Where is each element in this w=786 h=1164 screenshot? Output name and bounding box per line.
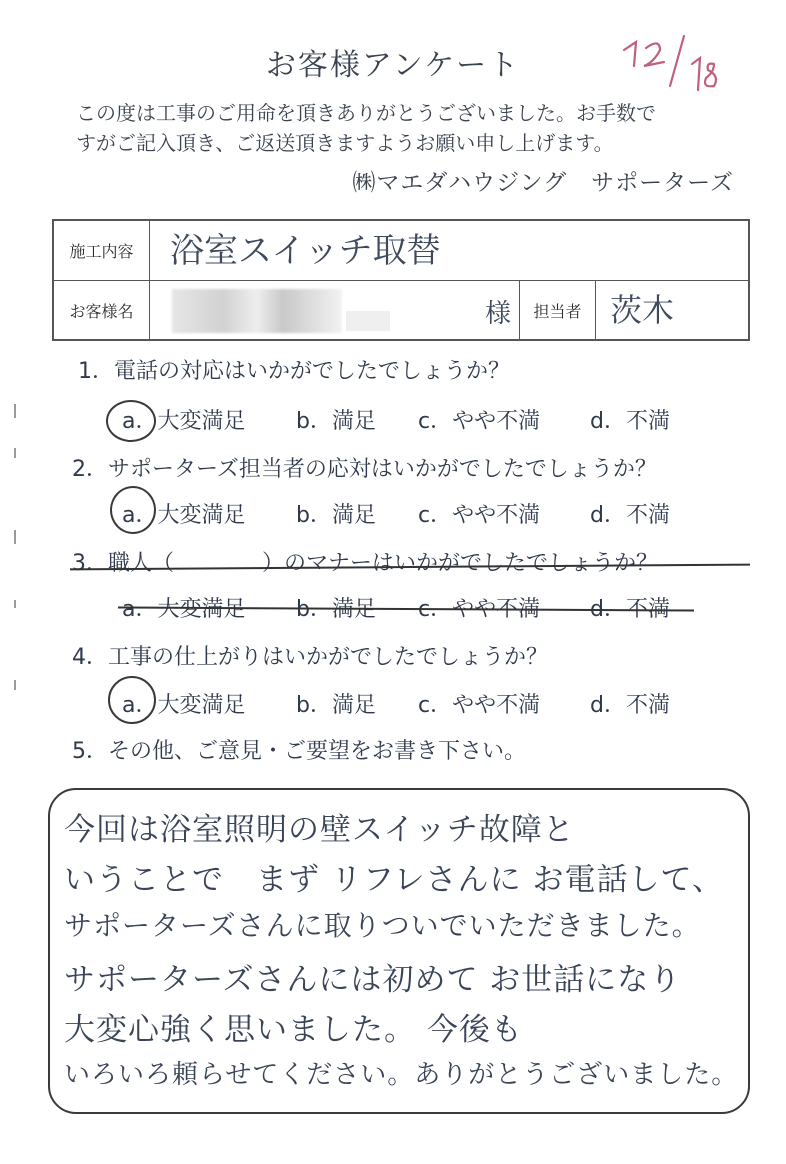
q4-option-c[interactable]: c．やや不満 [418,693,541,718]
company-name: ㈱マエダハウジング サポーターズ [352,170,734,196]
question-3: 3．職人（ ）のマナーはいかがでしたでしょうか？ [72,551,658,576]
margin-tick [14,448,16,458]
q2-selected-circle [110,486,156,534]
question-1: 1．電話の対応はいかがでしたでしょうか？ [78,359,510,384]
q2-option-b[interactable]: b．満足 [296,503,376,528]
q1-option-b[interactable]: b．満足 [296,409,376,434]
staff-value: 茨木 [610,291,675,329]
q1-option-d[interactable]: d．不満 [590,409,670,434]
customer-value-cell [150,281,520,339]
comment-line-4: サポーターズさんには初めて お世話になり [64,962,682,998]
q1-option-a[interactable]: a．大変満足 [122,409,246,434]
q4-option-b[interactable]: b．満足 [296,693,376,718]
work-label-cell [54,221,150,281]
work-value-cell [150,221,748,281]
redacted-name-tail [346,311,390,331]
q4-option-a[interactable]: a．大変満足 [122,693,246,718]
intro-line-2: すがご記入頂き、ご返送頂きますようお願い申し上げます。 [76,131,614,155]
comment-line-6: いろいろ頼らせてください。ありがとうございました。 [64,1060,739,1090]
staff-value-cell [596,281,748,339]
margin-tick [14,530,16,544]
page-title: お客様アンケート [265,48,521,83]
q3-option-b[interactable]: b．満足 [296,597,376,622]
q3-option-c[interactable]: c．やや不満 [418,597,541,622]
q2-option-d[interactable]: d．不満 [590,503,670,528]
comment-line-2: いうことで まず リフレさんに お電話して、 [64,862,724,898]
q1-option-c[interactable]: c．やや不満 [418,409,541,434]
customer-label: お客様名 [69,301,134,321]
redacted-name [172,289,342,333]
staff-label-cell [520,281,596,339]
q3-option-d[interactable]: d．不満 [590,597,670,622]
handwritten-date [610,28,730,98]
intro-text [76,98,756,158]
comment-line-5: 大変心強く思いました。 今後も [64,1012,523,1048]
customer-label-cell [54,281,150,339]
q3-option-a[interactable]: a．大変満足 [122,597,246,622]
comment-line-3: サポーターズさんに取りついでいただきました。 [64,909,701,942]
question-2: 2．サポーターズ担当者の応対はいかがでしたでしょうか？ [72,457,657,482]
work-label: 施工内容 [69,242,134,261]
honorific: 様 [484,299,511,329]
comment-line-1: 今回は浴室照明の壁スイッチ故障と [64,812,575,848]
question-5: 5．その他、ご意見・ご要望をお書き下さい。 [72,739,526,764]
intro-line-1: この度は工事のご用命を頂きありがとうございました。お手数で [76,101,656,125]
work-value: 浴室スイッチ取替 [170,231,441,271]
staff-label: 担当者 [533,301,582,321]
question-4: 4．工事の仕上がりはいかがでしたでしょうか？ [72,645,548,670]
q4-selected-circle [108,676,156,724]
info-table [52,219,750,341]
comment-box[interactable] [48,788,750,1114]
q1-selected-circle [106,400,156,442]
q2-option-c[interactable]: c．やや不満 [418,503,541,528]
svg-text:12/18: 12/18 [610,28,613,29]
q4-option-d[interactable]: d．不満 [590,693,670,718]
q2-option-a[interactable]: a．大変満足 [122,503,246,528]
